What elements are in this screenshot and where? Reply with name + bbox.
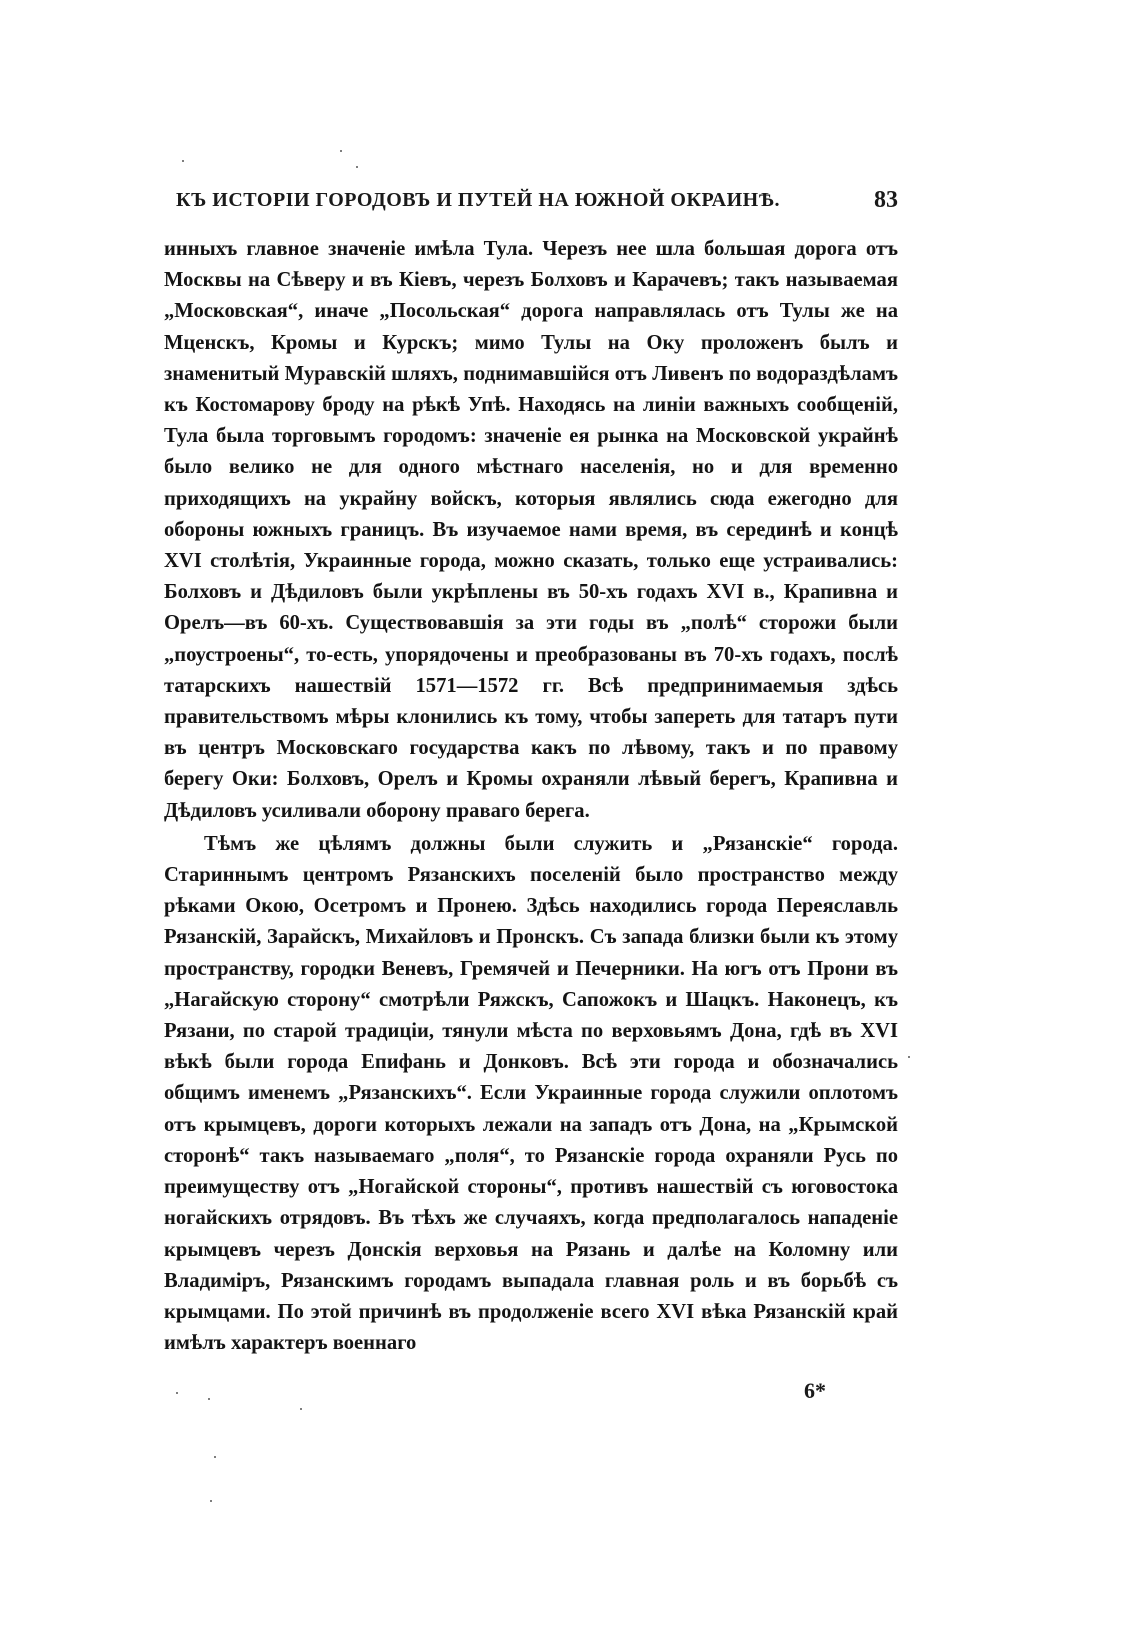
body-text: [164, 234, 898, 1359]
scan-speck: [208, 1398, 210, 1400]
running-title: КЪ ИСТОРІИ ГОРОДОВЪ И ПУТЕЙ НА ЮЖНОЙ ОКРАИНѢ.: [176, 188, 780, 211]
scan-speck: [356, 166, 358, 168]
scan-speck: [340, 150, 342, 152]
scan-speck: [176, 1392, 178, 1394]
scan-speck: [210, 1500, 212, 1502]
scan-speck: [908, 1056, 910, 1058]
paragraph-1: инныхъ главное значеніе имѣла Тула. Черезъ нее шла большая дорога отъ Москвы на Сѣверу и въ Кіевъ, черезъ Болховъ и Карачевъ; такъ называемая „Московская“, иначе „Посольская“ дорога направлялась отъ Тулы же на Мценскъ, Кромы и Курскъ; мимо Тулы на Оку проложенъ былъ и знаменитый Муравскій шляхъ, поднимавшійся отъ Ливенъ по водораздѣламъ къ Костомарову броду на рѣкѣ Упѣ. Находясь на линіи важныхъ сообщеній, Тула была торговымъ городомъ: значеніе ея рынка на Московской украйнѣ было велико не для одного мѣстнаго населенія, но и для временно приходящихъ на украйну войскъ, которыя являлись сюда ежегодно для обороны южныхъ границъ. Въ изучаемое нами время, въ серединѣ и концѣ XVI столѣтія, Украинные города, можно сказать, только еще устраивались: Болховъ и Дѣдиловъ были укрѣплены въ 50-хъ годахъ XVI в., Крапивна и Орелъ—въ 60-хъ. Существовавшія за эти годы въ „полѣ“ сторожи были „поустроены“, то-есть, упорядочены и преобразованы въ 70-хъ годахъ, послѣ татарскихъ нашествій 1571—1572 гг. Всѣ предпринимаемыя здѣсь правительствомъ мѣры клонились къ тому, чтобы запереть для татаръ пути въ центръ Московскаго государства какъ по лѣвому, такъ и по правому берегу Оки: Болховъ, Орелъ и Кромы охраняли лѣвый берегъ, Крапивна и Дѣдиловъ усиливали оборону праваго берега.: [164, 238, 898, 822]
page-number: 83: [874, 186, 898, 213]
scan-speck: [182, 160, 184, 162]
running-head: [176, 180, 898, 220]
paragraph-2: Тѣмъ же цѣлямъ должны были служить и „Рязанскіе“ города. Стариннымъ центромъ Рязанскихъ поселеній было пространство между рѣками Окою, Осетромъ и Пронею. Здѣсь находились города Переяславль Рязанскій, Зарайскъ, Михайловъ и Пронскъ. Съ запада близки были къ этому пространству, городки Веневъ, Гремячей и Печерники. На югъ отъ Прони въ „Нагайскую сторону“ смотрѣли Ряжскъ, Сапожокъ и Шацкъ. Наконецъ, къ Рязани, по старой традиціи, тянули мѣста по верховьямъ Дона, гдѣ въ XVI вѣкѣ были города Епифань и Донковъ. Всѣ эти города и обозначались общимъ именемъ „Рязанскихъ“. Если Украинные города служили оплотомъ отъ крымцевъ, дороги которыхъ лежали на западъ отъ Дона, на „Крымской сторонѣ“ такъ называемаго „поля“, то Рязанскіе города охраняли Русь по преимуществу отъ „Ногайской стороны“, противъ нашествій съ юговостока ногайскихъ отрядовъ. Въ тѣхъ же случаяхъ, когда предполагалось нападеніе крымцевъ черезъ Донскія верховья на Рязань и далѣе на Коломну или Владиміръ, Рязанскимъ городамъ выпадала главная роль и въ борьбѣ съ крымцами. По этой причинѣ въ продолженіе всего XVI вѣка Рязанскій край имѣлъ характеръ военнаго: [164, 832, 898, 1355]
scan-speck: [214, 1456, 216, 1458]
signature-mark: 6*: [804, 1378, 826, 1403]
scan-speck: [300, 1408, 302, 1410]
